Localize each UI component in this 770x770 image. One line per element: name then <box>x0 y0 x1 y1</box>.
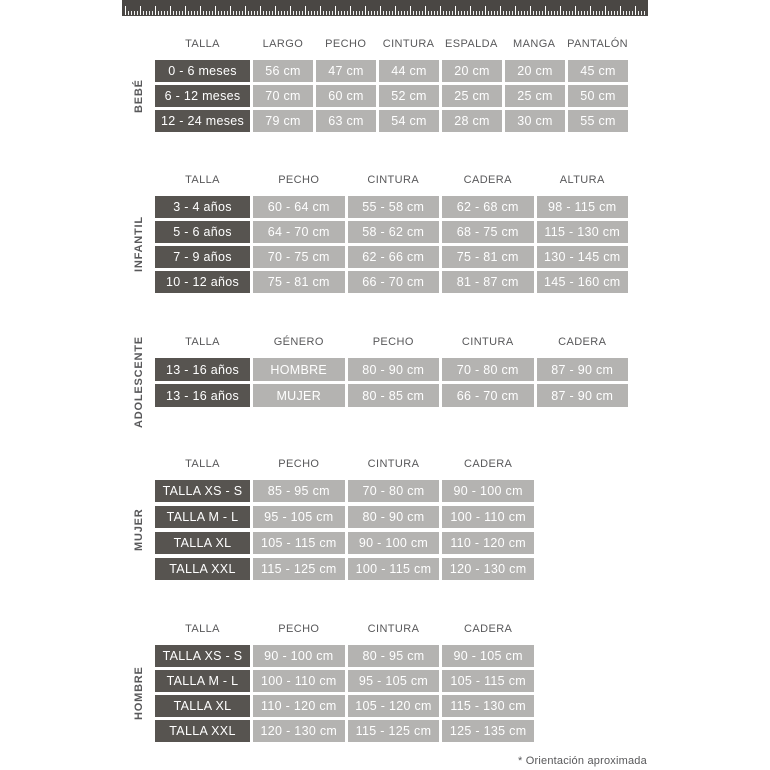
table-header-row <box>155 36 628 52</box>
table-row <box>155 532 534 554</box>
table-row <box>155 271 628 293</box>
measure-value-cell: 62 - 66 cm <box>348 246 440 268</box>
measure-value-cell: 105 - 115 cm <box>442 670 534 692</box>
column-header-cadera: CADERA <box>463 174 512 186</box>
measure-value-cell: 25 cm <box>505 85 565 107</box>
measure-value-cell: 90 - 100 cm <box>348 532 440 554</box>
measure-value-cell: 145 - 160 cm <box>537 271 629 293</box>
column-header-talla: TALLA <box>185 458 220 470</box>
measure-value-cell: 63 cm <box>316 110 376 132</box>
measure-value-cell: 110 - 120 cm <box>442 532 534 554</box>
table-row <box>155 196 628 218</box>
group-label-bebe: BEBÉ <box>133 79 145 113</box>
measure-value-cell: 100 - 110 cm <box>253 670 345 692</box>
measure-value-cell: 115 - 125 cm <box>348 720 440 742</box>
column-header-genero: GÉNERO <box>273 336 324 348</box>
column-header-talla: TALLA <box>185 623 220 635</box>
table-body <box>155 645 534 742</box>
size-table-adolescente <box>133 334 628 429</box>
measure-value-cell: 81 - 87 cm <box>442 271 534 293</box>
measure-value-cell: 66 - 70 cm <box>442 384 534 407</box>
measure-value-cell: 28 cm <box>442 110 502 132</box>
measure-value-cell: MUJER <box>253 384 345 407</box>
table-row <box>155 60 628 82</box>
size-label-cell: TALLA XXL <box>155 720 250 742</box>
measure-value-cell: 90 - 105 cm <box>442 645 534 667</box>
table-row <box>155 85 628 107</box>
measure-value-cell: 70 - 80 cm <box>348 480 440 502</box>
measure-value-cell: 79 cm <box>253 110 313 132</box>
table-row <box>155 558 534 580</box>
column-header-pantalon: PANTALÓN <box>567 38 628 50</box>
table-row <box>155 670 534 692</box>
measure-value-cell: 95 - 105 cm <box>348 670 440 692</box>
column-header-talla: TALLA <box>185 174 220 186</box>
table-header-row <box>155 172 628 188</box>
measure-value-cell: 75 - 81 cm <box>442 246 534 268</box>
measure-value-cell: 20 cm <box>505 60 565 82</box>
measuring-tape-ruler-icon <box>122 0 648 16</box>
size-label-cell: 5 - 6 años <box>155 221 250 243</box>
measure-value-cell: 66 - 70 cm <box>348 271 440 293</box>
table-row <box>155 246 628 268</box>
size-label-cell: 3 - 4 años <box>155 196 250 218</box>
measure-value-cell: 130 - 145 cm <box>537 246 629 268</box>
table-row <box>155 358 628 381</box>
size-label-cell: 10 - 12 años <box>155 271 250 293</box>
table-body <box>155 358 628 407</box>
size-label-cell: TALLA XL <box>155 532 250 554</box>
measure-value-cell: 54 cm <box>379 110 439 132</box>
size-label-cell: 13 - 16 años <box>155 358 250 381</box>
size-table-infantil <box>133 172 628 293</box>
measure-value-cell: 120 - 130 cm <box>442 558 534 580</box>
measure-value-cell: 75 - 81 cm <box>253 271 345 293</box>
column-header-largo: LARGO <box>262 38 304 50</box>
size-label-cell: TALLA M - L <box>155 670 250 692</box>
table-header-row <box>155 456 534 472</box>
measure-value-cell: 115 - 125 cm <box>253 558 345 580</box>
size-table-bebe <box>133 36 628 132</box>
size-label-cell: TALLA XS - S <box>155 480 250 502</box>
measure-value-cell: 47 cm <box>316 60 376 82</box>
measure-value-cell: 56 cm <box>253 60 313 82</box>
table-row <box>155 110 628 132</box>
measure-value-cell: 70 - 80 cm <box>442 358 534 381</box>
group-label-mujer: MUJER <box>133 508 145 552</box>
measure-value-cell: 20 cm <box>442 60 502 82</box>
measure-value-cell: 100 - 110 cm <box>442 506 534 528</box>
measure-value-cell: 30 cm <box>505 110 565 132</box>
table-header-row <box>155 334 628 350</box>
column-header-cintura: CINTURA <box>461 336 514 348</box>
measure-value-cell: 68 - 75 cm <box>442 221 534 243</box>
group-label-infantil: INFANTIL <box>133 216 145 273</box>
column-header-espalda: ESPALDA <box>445 38 498 50</box>
size-label-cell: TALLA M - L <box>155 506 250 528</box>
size-label-cell: TALLA XXL <box>155 558 250 580</box>
size-table-mujer <box>133 456 534 580</box>
measure-value-cell: 87 - 90 cm <box>537 384 629 407</box>
table-body <box>155 196 628 293</box>
measure-value-cell: 80 - 95 cm <box>348 645 440 667</box>
table-row <box>155 384 628 407</box>
measure-value-cell: 70 - 75 cm <box>253 246 345 268</box>
measure-value-cell: 60 cm <box>316 85 376 107</box>
column-header-cadera: CADERA <box>558 336 607 348</box>
measure-value-cell: 70 cm <box>253 85 313 107</box>
measure-value-cell: 95 - 105 cm <box>253 506 345 528</box>
measure-value-cell: 50 cm <box>568 85 628 107</box>
measure-value-cell: 115 - 130 cm <box>442 695 534 717</box>
measure-value-cell: 60 - 64 cm <box>253 196 345 218</box>
column-header-pecho: PECHO <box>372 336 414 348</box>
column-header-cadera: CADERA <box>464 458 513 470</box>
column-header-cintura: CINTURA <box>367 458 420 470</box>
measure-value-cell: 58 - 62 cm <box>348 221 440 243</box>
measure-value-cell: 80 - 90 cm <box>348 358 440 381</box>
measure-value-cell: 44 cm <box>379 60 439 82</box>
measure-value-cell: 62 - 68 cm <box>442 196 534 218</box>
measure-value-cell: 90 - 100 cm <box>442 480 534 502</box>
measure-value-cell: 80 - 85 cm <box>348 384 440 407</box>
measure-value-cell: 115 - 130 cm <box>537 221 629 243</box>
table-row <box>155 480 534 502</box>
size-label-cell: TALLA XL <box>155 695 250 717</box>
measure-value-cell: 100 - 115 cm <box>348 558 440 580</box>
measure-value-cell: 55 cm <box>568 110 628 132</box>
size-label-cell: 6 - 12 meses <box>155 85 250 107</box>
column-header-cintura: CINTURA <box>367 174 420 186</box>
measure-value-cell: 90 - 100 cm <box>253 645 345 667</box>
measure-value-cell: 85 - 95 cm <box>253 480 345 502</box>
size-label-cell: TALLA XS - S <box>155 645 250 667</box>
size-label-cell: 0 - 6 meses <box>155 60 250 82</box>
measure-value-cell: 125 - 135 cm <box>442 720 534 742</box>
measure-value-cell: 45 cm <box>568 60 628 82</box>
size-label-cell: 12 - 24 meses <box>155 110 250 132</box>
group-label-adolescente: ADOLESCENTE <box>133 336 145 429</box>
column-header-manga: MANGA <box>513 38 556 50</box>
table-row <box>155 695 534 717</box>
table-row <box>155 720 534 742</box>
measure-value-cell: 64 - 70 cm <box>253 221 345 243</box>
column-header-cintura: CINTURA <box>367 623 420 635</box>
measure-value-cell: 120 - 130 cm <box>253 720 345 742</box>
table-body <box>155 480 534 580</box>
column-header-talla: TALLA <box>185 336 220 348</box>
column-header-pecho: PECHO <box>325 38 367 50</box>
measure-value-cell: 55 - 58 cm <box>348 196 440 218</box>
column-header-pecho: PECHO <box>278 458 320 470</box>
size-label-cell: 7 - 9 años <box>155 246 250 268</box>
measure-value-cell: 52 cm <box>379 85 439 107</box>
column-header-talla: TALLA <box>185 38 220 50</box>
measure-value-cell: 105 - 120 cm <box>348 695 440 717</box>
table-row <box>155 221 628 243</box>
table-row <box>155 645 534 667</box>
size-label-cell: 13 - 16 años <box>155 384 250 407</box>
table-body <box>155 60 628 132</box>
measure-value-cell: 105 - 115 cm <box>253 532 345 554</box>
measure-value-cell: HOMBRE <box>253 358 345 381</box>
column-header-cintura: CINTURA <box>382 38 435 50</box>
footnote: * Orientación aproximada <box>518 755 647 767</box>
measure-value-cell: 25 cm <box>442 85 502 107</box>
measure-value-cell: 80 - 90 cm <box>348 506 440 528</box>
measure-value-cell: 98 - 115 cm <box>537 196 629 218</box>
column-header-pecho: PECHO <box>278 174 320 186</box>
size-table-hombre <box>133 621 534 742</box>
column-header-altura: ALTURA <box>559 174 605 186</box>
table-row <box>155 506 534 528</box>
column-header-cadera: CADERA <box>464 623 513 635</box>
group-label-hombre: HOMBRE <box>133 666 145 721</box>
measure-value-cell: 110 - 120 cm <box>253 695 345 717</box>
measure-value-cell: 87 - 90 cm <box>537 358 629 381</box>
column-header-pecho: PECHO <box>278 623 320 635</box>
table-header-row <box>155 621 534 637</box>
